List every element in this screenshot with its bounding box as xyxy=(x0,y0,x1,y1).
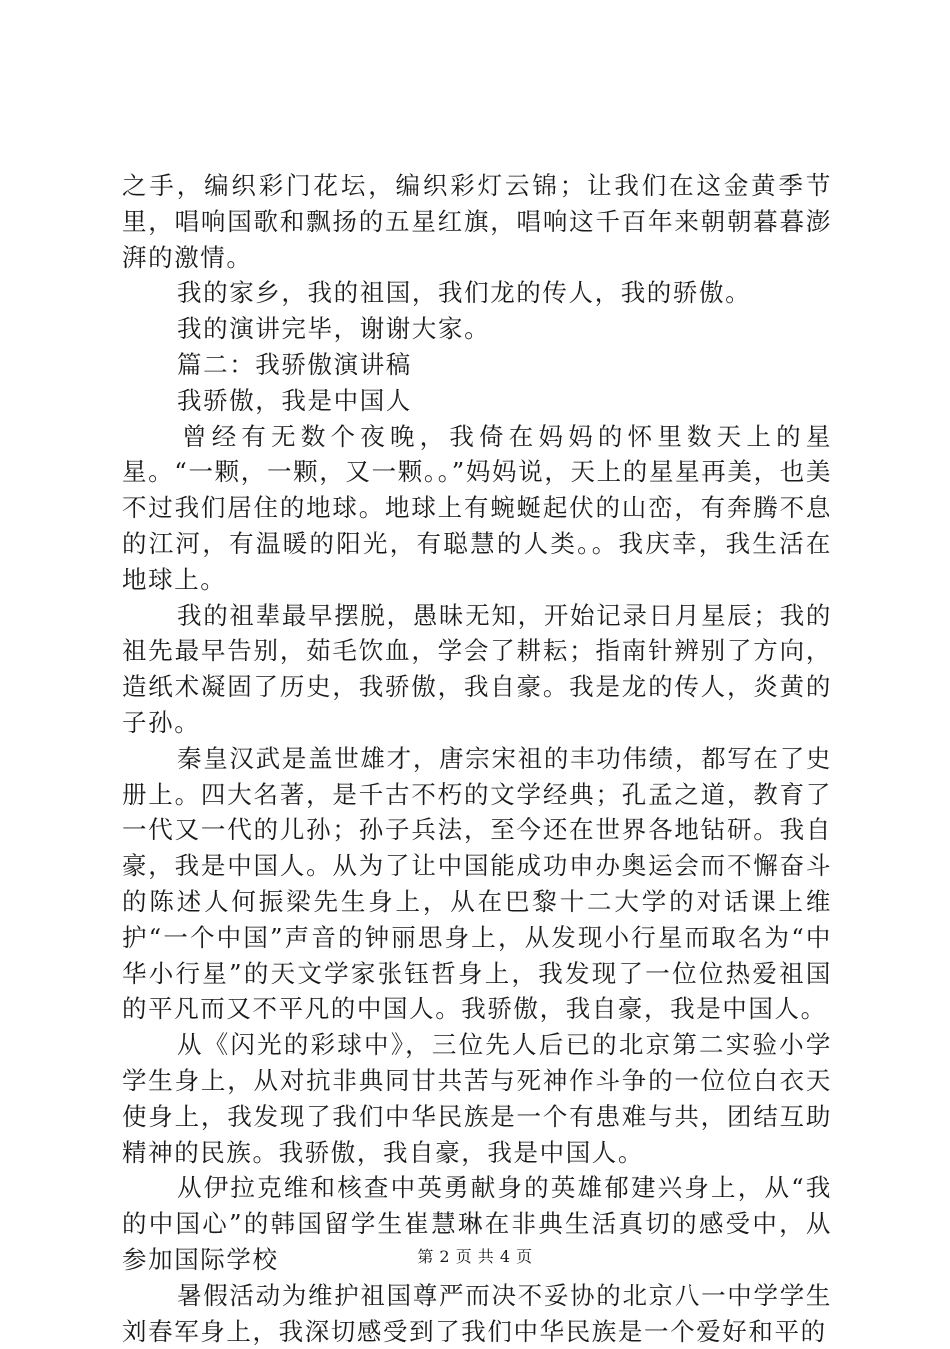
paragraph: 暑假活动为维护祖国尊严而决不妥协的北京八一中学学生刘春军身上，我深切感受到了我们中华民族是一个爱好和平的 xyxy=(122,1280,832,1346)
section-heading: 篇二：我骄傲演讲稿 xyxy=(177,349,412,379)
document-body xyxy=(122,168,832,1349)
speech-title: 我骄傲，我是中国人 xyxy=(177,385,412,415)
paragraph: 我的祖辈最早摆脱，愚昧无知，开始记录日月星辰；我的祖先最早告别，茹毛饮血，学会了耕耘；指南针辨别了方向，造纸术凝固了历史，我骄傲，我自豪。我是龙的传人，炎黄的子孙。 xyxy=(122,600,832,737)
paragraph: 我的演讲完毕，谢谢大家。 xyxy=(177,314,491,344)
paragraph: 从伊拉克维和核查中英勇献身的英雄郁建兴身上，从“我的中国心”的韩国留学生崔慧琳在非典生活真切的感受中，从参加国际学校 xyxy=(122,1173,832,1274)
paragraph: 曾经有无数个夜晚，我倚在妈妈的怀里数天上的星星。“一颗，一颗，又一颗。。”妈妈说，天上的星星再美，也美不过我们居住的地球。地球上有蜿蜒起伏的山峦，有奔腾不息的江河，有温暖的阳光，有聪慧的人类。。我庆幸，我生活在地球上。 xyxy=(122,421,832,594)
paragraph: 秦皇汉武是盖世雄才，唐宗宋祖的丰功伟绩，都写在了史册上。四大名著，是千古不朽的文学经典；孔孟之道，教育了一代又一代的儿孙；孙子兵法，至今还在世界各地钻研。我自豪，我是中国人。从为了让中国能成功申办奥运会而不懈奋斗的陈述人何振梁先生身上，从在巴黎十二大学的对话课上维护“一个中国”声音的钟丽思身上，从发现小行星而取名为“中华小行星”的天文学家张钰哲身上，我发现了一位位热爱祖国的平凡而又不平凡的中国人。我骄傲，我自豪，我是中国人。 xyxy=(122,743,832,1024)
page-number: 第 2 页 共 4 页 xyxy=(417,1247,533,1266)
page-footer xyxy=(0,1244,950,1267)
paragraph: 之手，编织彩门花坛，编织彩灯云锦；让我们在这金黄季节里，唱响国歌和飘扬的五星红旗，唱响这千百年来朝朝暮暮澎湃的激情。 xyxy=(122,171,832,272)
paragraph: 从《闪光的彩球中》，三位先人后已的北京第二实验小学学生身上，从对抗非典同甘共苦与死神作斗争的一位位白衣天使身上，我发现了我们中华民族是一个有患难与共，团结互助精神的民族。我骄傲，我自豪，我是中国人。 xyxy=(122,1030,832,1167)
paragraph: 我的家乡，我的祖国，我们龙的传人，我的骄傲。 xyxy=(177,278,752,308)
